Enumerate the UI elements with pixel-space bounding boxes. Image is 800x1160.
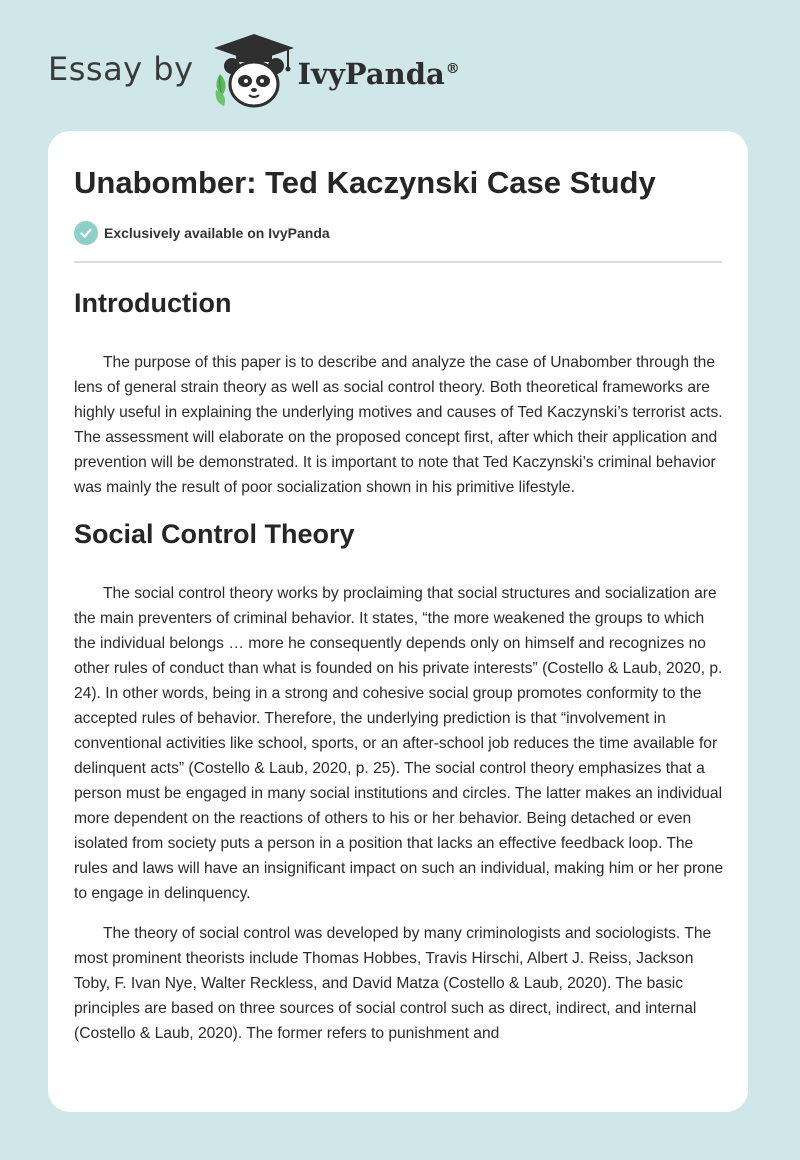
article-title: Unabomber: Ted Kaczynski Case Study (74, 165, 656, 200)
section-heading-introduction: Introduction (74, 288, 232, 318)
paragraph: The social control theory works by proclaiming that social structures and socialization are the main preventers of criminal behavior. It states, “the more weakened the groups to which the individual belongs … more he consequently depends only on himself and recognizes no other rules of conduct than what is founded on his private interests” (Costello & Laub, 2020, p. 24). In other words, being in a strong and cohesive social group promotes conformity to the accepted rules of behavior. Therefore, the underlying prediction is that “involvement in conventional activities like school, sports, or an after-school job reduces the time available for delinquent acts” (Costello & Laub, 2020, p. 25). The social control theory emphasizes that a person must be engaged in many social institutions and circles. The latter makes an individual more dependent on the reactions of others to his or her behavior. Being detached or even isolated from society puts a person in a position that lacks an effective feedback loop. The rules and laws will have an insignificant impact on such an individual, making him or her prone to engage in delinquency. (74, 585, 724, 902)
exclusive-badge (74, 221, 330, 245)
brand-header (48, 32, 460, 112)
panda-logo-icon[interactable] (208, 32, 300, 112)
title-divider (74, 261, 722, 263)
paragraph: The theory of social control was developed by many criminologists and sociologists. The most prominent theorists include Thomas Hobbes, Travis Hirschi, Albert J. Reiss, Jackson Toby, F. Ivan Nye, Walter Reckless, and David Matza (Costello & Laub, 2020). The basic principles are based on three sources of social control such as direct, indirect, and internal (Costello & Laub, 2020). The former refers to punishment and (74, 925, 712, 1042)
section-heading-social-control-theory: Social Control Theory (74, 519, 355, 549)
essay-by-label: Essay by (48, 50, 194, 88)
paragraph: The purpose of this paper is to describe and analyze the case of Unabomber through the lens of general strain theory as well as social control theory. Both theoretical frameworks are highly useful in explaining the underlying motives and causes of Ted Kaczynski’s terrorist acts. The assessment will elaborate on the proposed concept first, after which their application and prevention will be demonstrated. It is important to note that Ted Kaczynski’s criminal behavior was mainly the result of poor socialization shown in his primitive lifestyle. (74, 354, 723, 496)
brand-name-text: IvyPanda (297, 57, 445, 91)
article-body (74, 281, 724, 1046)
registered-mark: ® (445, 61, 460, 78)
check-circle-icon (74, 221, 98, 245)
article-card (48, 131, 748, 1112)
exclusive-label: Exclusively available on IvyPanda (104, 225, 330, 241)
brand-name[interactable] (298, 57, 460, 91)
